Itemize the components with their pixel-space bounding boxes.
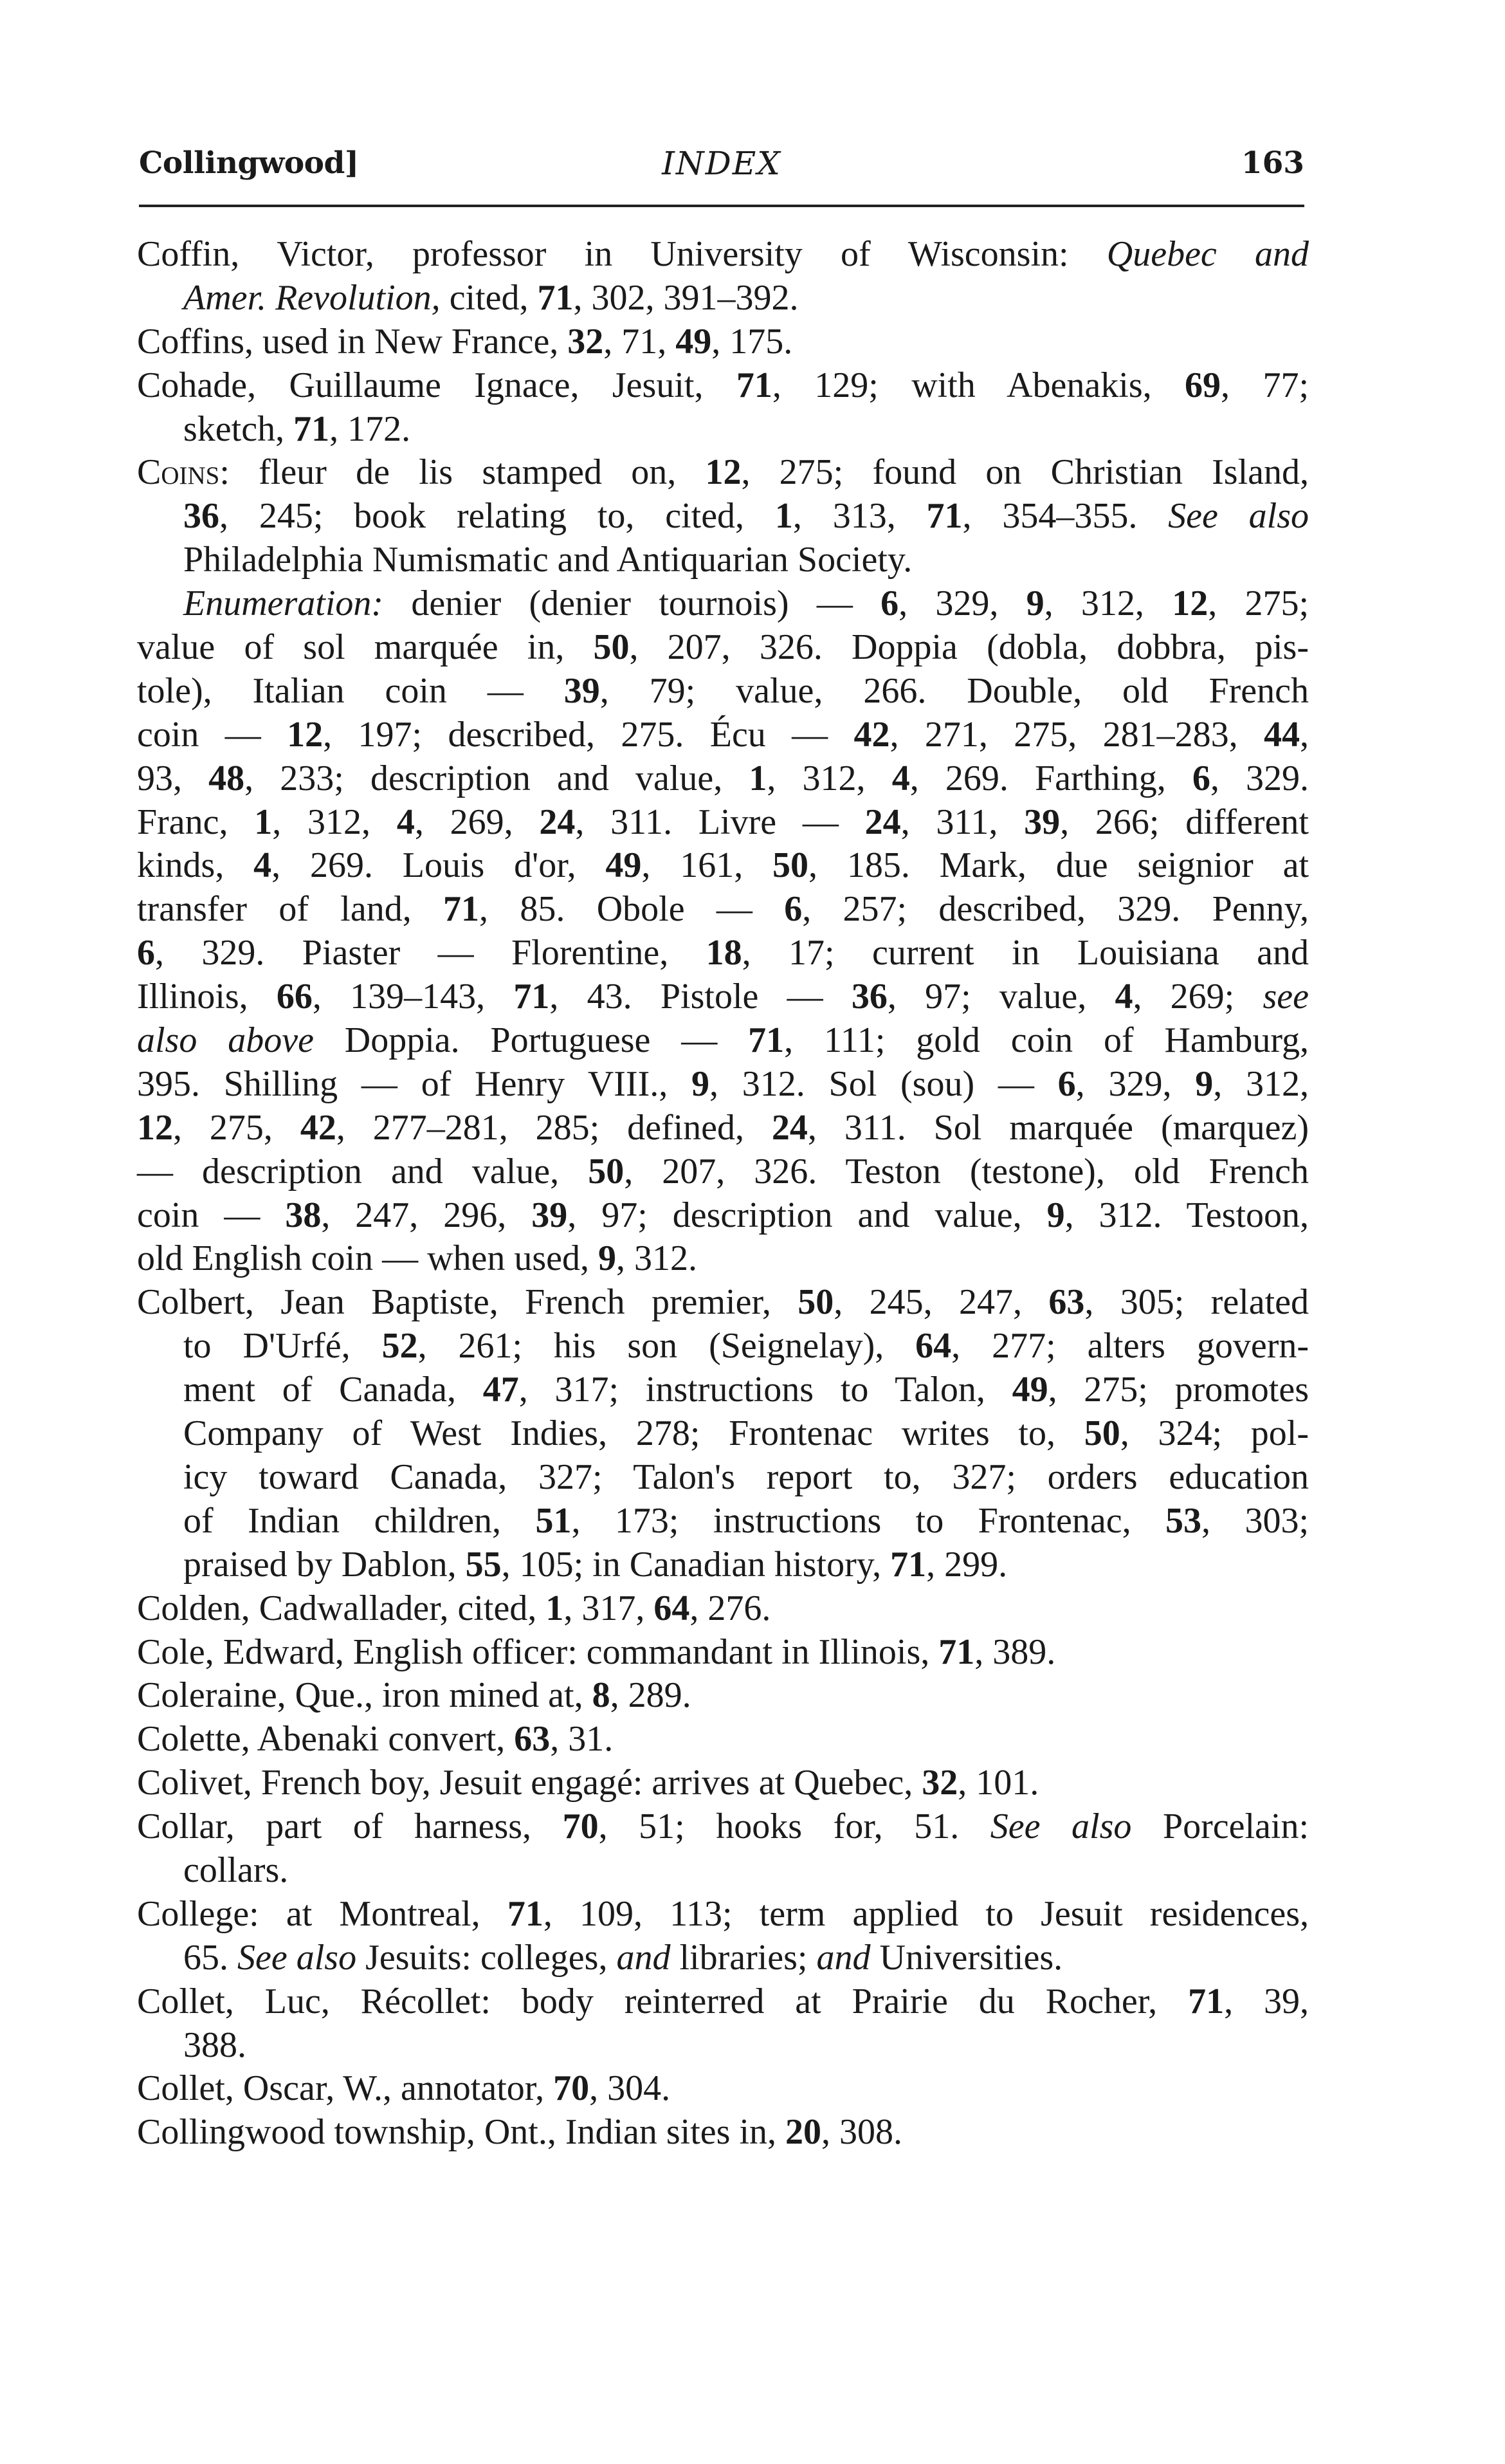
running-head	[139, 144, 1304, 183]
entry-text: , 85. Obole —	[479, 889, 785, 930]
volume-number: 38	[285, 1195, 322, 1235]
index-line	[137, 364, 1309, 408]
entry-text: coin —	[137, 1195, 286, 1235]
entry-text: Doppia. Portuguese —	[313, 1020, 749, 1061]
volume-number: 1	[774, 496, 793, 537]
entry-text: , 277–281, 285; defined,	[336, 1107, 772, 1148]
volume-number: 18	[706, 933, 742, 973]
entry-text: to D'Urfé,	[183, 1326, 382, 1366]
italic-text: See also	[1168, 496, 1309, 537]
index-line	[137, 1368, 1309, 1412]
index-line	[137, 713, 1309, 757]
volume-number: 39	[531, 1195, 568, 1235]
entry-text: Franc,	[137, 802, 255, 842]
volume-number: 6	[784, 889, 803, 930]
index-line	[137, 1631, 1309, 1675]
volume-number: 71	[748, 1020, 785, 1061]
entry-text: , 269;	[1133, 977, 1263, 1017]
index-line	[137, 1194, 1309, 1238]
entry-text: , 312,	[272, 802, 397, 842]
index-line	[137, 1237, 1309, 1281]
entry-text: , 289.	[610, 1675, 691, 1716]
entry-text: Illinois,	[137, 977, 277, 1017]
volume-number: 36	[851, 977, 888, 1017]
entry-text: kinds,	[137, 845, 254, 886]
index-line	[137, 233, 1309, 277]
entry-text: Colivet, French boy, Jesuit engagé: arrives at Quebec,	[137, 1763, 922, 1803]
volume-number: 51	[535, 1500, 572, 1541]
entry-text: , 299.	[926, 1544, 1008, 1585]
entry-text: , 31.	[550, 1719, 614, 1760]
volume-number: 71	[736, 365, 772, 405]
index-line	[137, 757, 1309, 801]
entry-text: , 245, 247,	[834, 1282, 1049, 1323]
entry-text: , 261; his son (Seignelay),	[417, 1326, 916, 1366]
entry-text: , 175.	[711, 321, 793, 362]
entry-text: , 129; with Abenakis,	[772, 365, 1185, 405]
entry-text: , 276.	[689, 1588, 771, 1628]
entry-text: , 312. Sol (sou) —	[709, 1063, 1058, 1104]
volume-number: 6	[1192, 758, 1210, 798]
entry-text: , 269. Louis d'or,	[271, 845, 606, 886]
entry-text: , 139–143,	[312, 977, 514, 1017]
entry-text: , 105; in Canadian history,	[501, 1544, 891, 1585]
entry-text: praised by Dablon,	[183, 1544, 466, 1585]
entry-text: , 257; described, 329. Penny,	[802, 889, 1309, 930]
index-line	[137, 844, 1309, 888]
entry-text: value of sol marquée in,	[137, 627, 594, 668]
volume-number: 49	[605, 845, 642, 886]
entry-text: , 329. Piaster — Florentine,	[155, 933, 706, 973]
volume-number: 9	[1046, 1195, 1065, 1235]
entry-text: libraries;	[670, 1937, 817, 1978]
index-line	[137, 1718, 1309, 1761]
entry-text: icy toward Canada, 327; Talon's report to, 327; orders education	[183, 1457, 1309, 1497]
volume-number: 8	[592, 1675, 610, 1716]
volume-number: 50	[593, 627, 630, 668]
entry-text: College: at Montreal,	[137, 1893, 507, 1934]
volume-number: 9	[1026, 584, 1044, 624]
entry-text: , 17; current in Louisiana and	[742, 933, 1309, 973]
volume-number: 71	[890, 1544, 927, 1585]
volume-number: 6	[880, 584, 899, 624]
entry-text: , 313,	[792, 496, 927, 537]
index-body	[137, 233, 1309, 2155]
volume-number: 71	[507, 1893, 543, 1934]
volume-number: 12	[1172, 584, 1209, 624]
volume-number: 53	[1165, 1500, 1202, 1541]
volume-number: 39	[563, 670, 600, 711]
page-title: INDEX	[662, 145, 781, 182]
volume-number: 24	[539, 802, 576, 842]
entry-text: , 111; gold coin of Hamburg,	[784, 1020, 1309, 1061]
entry-text: of Indian children,	[183, 1500, 536, 1541]
entry-text: , 329,	[898, 584, 1026, 624]
entry-text: Collet, Luc, Récollet: body reinterred at Prairie du Rocher,	[137, 1981, 1189, 2021]
entry-text: , 266; different	[1060, 802, 1309, 842]
volume-number: 1	[749, 758, 767, 798]
volume-number: 63	[514, 1719, 551, 1760]
entry-text: , 311. Sol marquée (marquez)	[807, 1107, 1309, 1148]
index-line	[137, 2024, 1309, 2068]
entry-text: , 324; pol-	[1120, 1413, 1309, 1454]
index-line	[137, 1281, 1309, 1325]
italic-text: See also	[237, 1937, 357, 1978]
entry-text: , 79; value, 266. Double, old French	[599, 670, 1309, 711]
entry-text: coin —	[137, 714, 287, 755]
volume-number: 12	[137, 1107, 173, 1148]
entry-text: , 312,	[1044, 584, 1172, 624]
italic-text: See also	[990, 1807, 1132, 1847]
index-line	[137, 1587, 1309, 1631]
entry-text: , 43. Pistole —	[549, 977, 852, 1017]
index-line	[137, 538, 1309, 582]
volume-number: 50	[1084, 1413, 1120, 1454]
entry-text: Coleraine, Que., iron mined at,	[137, 1675, 592, 1716]
entry-text: , 305; related	[1084, 1282, 1309, 1323]
volume-number: 9	[691, 1063, 709, 1104]
entry-text: , 173; instructions to Frontenac,	[571, 1500, 1166, 1541]
entry-text: Collingwood township, Ont., Indian sites in,	[137, 2112, 785, 2153]
volume-number: 42	[853, 714, 890, 755]
index-line	[137, 1805, 1309, 1849]
italic-text: see	[1263, 977, 1309, 1017]
volume-number: 4	[891, 758, 910, 798]
entry-text: Colette, Abenaki convert,	[137, 1719, 515, 1760]
volume-number: 9	[1195, 1063, 1214, 1104]
entry-text: , 275; found on Christian Island,	[741, 452, 1309, 493]
entry-text: , 207, 326. Teston (testone), old French	[624, 1151, 1309, 1191]
volume-number: 6	[1057, 1063, 1076, 1104]
entry-text: denier (denier tournois) —	[383, 584, 881, 624]
volume-number: 32	[567, 321, 604, 362]
volume-number: 55	[465, 1544, 502, 1585]
italic-text: Quebec and	[1106, 234, 1309, 274]
entry-text: tole), Italian coin —	[137, 670, 564, 711]
volume-number: 4	[1115, 977, 1133, 1017]
entry-text: Colden, Cadwallader, cited,	[137, 1588, 546, 1628]
index-line	[137, 626, 1309, 670]
index-line	[137, 801, 1309, 845]
volume-number: 42	[300, 1107, 336, 1148]
entry-text: , 271, 275, 281–283,	[889, 714, 1264, 755]
volume-number: 71	[537, 277, 574, 318]
entry-text: , 247, 296,	[321, 1195, 532, 1235]
volume-number: 44	[1264, 714, 1300, 755]
volume-number: 50	[798, 1282, 834, 1323]
index-line	[137, 1936, 1309, 1980]
entry-text: , 303;	[1201, 1500, 1309, 1541]
volume-number: 24	[864, 802, 901, 842]
volume-number: 64	[915, 1326, 952, 1366]
index-line	[137, 582, 1309, 626]
entry-text: Jesuits: colleges,	[356, 1937, 617, 1978]
entry-text: , 312. Testoon,	[1064, 1195, 1309, 1235]
entry-text: , 277; alters govern-	[951, 1326, 1309, 1366]
entry-text: , 329,	[1075, 1063, 1196, 1104]
volume-number: 32	[922, 1763, 958, 1803]
entry-text: collars.	[183, 1850, 289, 1890]
entry-text: , 275;	[1208, 584, 1309, 624]
entry-text: — description and value,	[137, 1151, 588, 1191]
index-line	[137, 1893, 1309, 1936]
index-line	[137, 1543, 1309, 1587]
volume-number: 63	[1048, 1282, 1085, 1323]
volume-number: 9	[598, 1238, 617, 1279]
index-line	[137, 1150, 1309, 1194]
entry-text: transfer of land,	[137, 889, 444, 930]
volume-number: 71	[926, 496, 963, 537]
entry-text: , 109, 113; term applied to Jesuit residences,	[543, 1893, 1309, 1934]
catchword-left: Collingwood]	[139, 145, 359, 181]
italic-text: also above	[137, 1020, 314, 1061]
entry-text: Coins	[137, 452, 220, 493]
entry-text: , 302, 391–392.	[573, 277, 799, 318]
entry-text: , 101.	[958, 1763, 1039, 1803]
index-line	[137, 1500, 1309, 1543]
index-line	[137, 670, 1309, 713]
volume-number: 12	[287, 714, 324, 755]
entry-text: , 354–355.	[962, 496, 1169, 537]
entry-text: Philadelphia Numismatic and Antiquarian Society.	[183, 540, 913, 580]
entry-text: Collet, Oscar, W., annotator,	[137, 2068, 554, 2109]
volume-number: 71	[293, 409, 330, 449]
entry-text: , 185. Mark, due seignior at	[808, 845, 1309, 886]
entry-text: 93,	[137, 758, 209, 798]
entry-text: , 97; value,	[887, 977, 1115, 1017]
index-line	[137, 1761, 1309, 1805]
entry-text: ment of Canada,	[183, 1370, 483, 1410]
index-line	[137, 1107, 1309, 1150]
header-rule	[139, 205, 1304, 207]
volume-number: 20	[785, 2112, 821, 2153]
index-line	[137, 451, 1309, 495]
volume-number: 39	[1024, 802, 1061, 842]
entry-text: , 77;	[1221, 365, 1309, 405]
index-line	[137, 1849, 1309, 1893]
entry-text: , 329.	[1210, 758, 1309, 798]
entry-text: Coffin, Victor, professor in University of Wisconsin:	[137, 234, 1107, 274]
entry-text: Cole, Edward, English officer: commandant in Illinois,	[137, 1632, 939, 1672]
entry-text: , 317,	[563, 1588, 654, 1628]
volume-number: 6	[137, 933, 155, 973]
entry-text: , 97; description and value,	[567, 1195, 1047, 1235]
index-line	[137, 932, 1309, 975]
volume-number: 1	[545, 1588, 564, 1628]
volume-number: 70	[553, 2068, 590, 2109]
entry-text: , 275,	[173, 1107, 300, 1148]
index-line	[137, 495, 1309, 538]
index-line	[137, 975, 1309, 1019]
volume-number: 64	[653, 1588, 690, 1628]
entry-text: Colbert, Jean Baptiste, French premier,	[137, 1282, 798, 1323]
entry-text: ,	[1300, 714, 1309, 755]
entry-text: 65.	[183, 1937, 237, 1978]
entry-text: 388.	[183, 2025, 246, 2065]
entry-text: , 161,	[641, 845, 773, 886]
entry-text: , 275; promotes	[1048, 1370, 1309, 1410]
entry-text: , 269. Farthing,	[909, 758, 1192, 798]
entry-text: , 207, 326. Doppia (dobla, dobbra, pis-	[629, 627, 1309, 668]
volume-number: 49	[1012, 1370, 1048, 1410]
volume-number: 52	[381, 1326, 418, 1366]
entry-text: , 311. Livre —	[575, 802, 865, 842]
index-line	[137, 1063, 1309, 1107]
entry-text: , 312.	[616, 1238, 698, 1279]
volume-number: 36	[183, 496, 219, 537]
index-line	[137, 1674, 1309, 1718]
entry-text: , 308.	[821, 2112, 902, 2153]
entry-text: Coffins, used in New France,	[137, 321, 568, 362]
volume-number: 70	[562, 1807, 599, 1847]
entry-text: sketch,	[183, 409, 294, 449]
index-line	[137, 320, 1309, 364]
entry-text: Universities.	[870, 1937, 1063, 1978]
volume-number: 66	[276, 977, 313, 1017]
entry-text: old English coin — when used,	[137, 1238, 599, 1279]
entry-text: Collar, part of harness,	[137, 1807, 563, 1847]
volume-number: 71	[1188, 1981, 1225, 2021]
volume-number: 71	[938, 1632, 975, 1672]
volume-number: 47	[482, 1370, 519, 1410]
entry-text: Porcelain:	[1131, 1807, 1309, 1847]
volume-number: 50	[772, 845, 809, 886]
volume-number: 48	[208, 758, 245, 798]
italic-text: Amer. Revolution,	[183, 277, 441, 318]
index-line	[137, 1456, 1309, 1500]
volume-number: 69	[1185, 365, 1221, 405]
volume-number: 4	[253, 845, 272, 886]
entry-text: cited,	[440, 277, 538, 318]
entry-text: Company of West Indies, 278; Frontenac writes to,	[183, 1413, 1084, 1454]
page-number: 163	[1241, 145, 1304, 181]
entry-text: 395. Shilling — of Henry VIII.,	[137, 1063, 691, 1104]
entry-text: , 304.	[589, 2068, 671, 2109]
entry-text: , 312,	[1213, 1063, 1309, 1104]
index-line	[137, 1412, 1309, 1456]
index-line	[137, 2067, 1309, 2111]
index-line	[137, 888, 1309, 932]
index-line	[137, 1019, 1309, 1063]
index-line	[137, 277, 1309, 320]
volume-number: 50	[588, 1151, 625, 1191]
italic-text: and	[616, 1937, 671, 1978]
index-line	[137, 408, 1309, 452]
volume-number: 12	[705, 452, 742, 493]
index-line	[137, 2111, 1309, 2155]
entry-text: , 312,	[767, 758, 892, 798]
entry-text: , 197; described, 275. Écu —	[323, 714, 854, 755]
volume-number: 1	[254, 802, 273, 842]
entry-text: , 269,	[414, 802, 540, 842]
entry-text: : fleur de lis stamped on,	[219, 452, 706, 493]
index-line	[137, 1980, 1309, 2024]
italic-text: and	[816, 1937, 871, 1978]
entry-text: , 245; book relating to, cited,	[219, 496, 775, 537]
entry-text: Cohade, Guillaume Ignace, Jesuit,	[137, 365, 736, 405]
volume-number: 4	[396, 802, 415, 842]
volume-number: 24	[771, 1107, 808, 1148]
volume-number: 71	[443, 889, 480, 930]
entry-text: , 51; hooks for, 51.	[598, 1807, 990, 1847]
entry-text: , 389.	[974, 1632, 1056, 1672]
entry-text: , 71,	[603, 321, 676, 362]
entry-text: , 172.	[329, 409, 411, 449]
entry-text: , 311,	[900, 802, 1025, 842]
volume-number: 71	[513, 977, 550, 1017]
italic-text: Enumeration:	[183, 584, 384, 624]
entry-text: , 233; description and value,	[244, 758, 749, 798]
index-line	[137, 1325, 1309, 1368]
entry-text: , 39,	[1224, 1981, 1309, 2021]
volume-number: 49	[675, 321, 712, 362]
entry-text: , 317; instructions to Talon,	[518, 1370, 1012, 1410]
